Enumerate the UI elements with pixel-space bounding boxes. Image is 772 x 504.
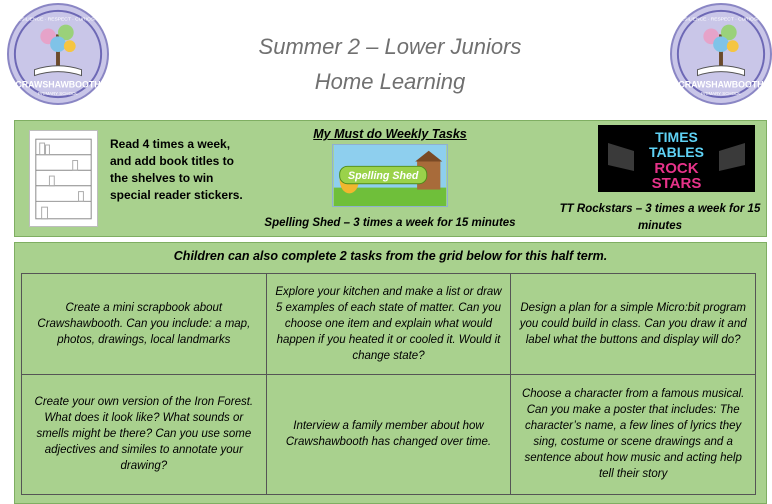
task-cell: Create a mini scrapbook about Crawshawbooth. Can you include: a map, photos, drawings, local landmarks (22, 274, 267, 375)
task-cell: Interview a family member about how Crawshawbooth has changed over time. (266, 374, 511, 494)
logo-values-text: RESILIENCE · RESPECT · CURIOSITY (14, 17, 102, 23)
tt-rockstars-logo (598, 125, 755, 192)
school-logo-right (670, 3, 772, 105)
spelling-shed-logo (332, 144, 448, 207)
reading-instructions: Read 4 times a week, and add book titles to the shelves to win special reader stickers. (110, 137, 243, 202)
task-cell: Explore your kitchen and make a list or draw 5 examples of each state of matter. Can you choose one item and explain what would happen if you heated it or cooled it. Would it change state? (266, 274, 511, 375)
table-row (22, 274, 756, 375)
table-row (22, 374, 756, 494)
task-cell: Design a plan for a simple Micro:bit program you could build in class. Can you draw it and label what the buttons and display will do? (511, 274, 756, 375)
logo-subtext: PRIMARY SCHOOL (38, 91, 78, 97)
logo-name-text: CRAWSHAWBOOTH (15, 79, 101, 90)
logo-values-text: RESILIENCE · RESPECT · CURIOSITY (677, 17, 765, 23)
bookshelf-image (29, 130, 98, 227)
task-grid (21, 273, 756, 495)
ttrs-logo-word-4: STARS (651, 175, 702, 192)
task-cell: Choose a character from a famous musical. Can you make a poster that includes: The character’s name, a few lines of lyrics they sing, costume or scene drawings and a sentence about how music and acting help tell their story (511, 374, 756, 494)
spelling-shed-caption: Spelling Shed – 3 times a week for 15 minutes (264, 217, 516, 229)
task-grid-heading: Children can also complete 2 tasks from the grid below for this half term. (173, 249, 608, 263)
task-cell: Create your own version of the Iron Forest. What does it look like? What sounds or smells might be there? Can you use some adjectives and similes to annotate your drawing? (22, 374, 267, 494)
must-do-heading: My Must do Weekly Tasks (313, 127, 467, 141)
logo-name-text: CRAWSHAWBOOTH (678, 79, 764, 90)
ttrs-logo-word-3: ROCK (654, 160, 699, 177)
ttrs-logo-word-1: TIMES (655, 129, 698, 145)
logo-subtext: PRIMARY SCHOOL (701, 91, 741, 97)
page-title-line-2: Home Learning (314, 69, 466, 94)
page-title-line-1: Summer 2 – Lower Juniors (258, 34, 522, 59)
tt-rockstars-caption: TT Rockstars – 3 times a week for 15 minutes (559, 203, 761, 232)
school-logo-left (7, 3, 109, 105)
spelling-shed-logo-text: Spelling Shed (348, 169, 419, 182)
ttrs-logo-word-2: TABLES (649, 144, 704, 160)
